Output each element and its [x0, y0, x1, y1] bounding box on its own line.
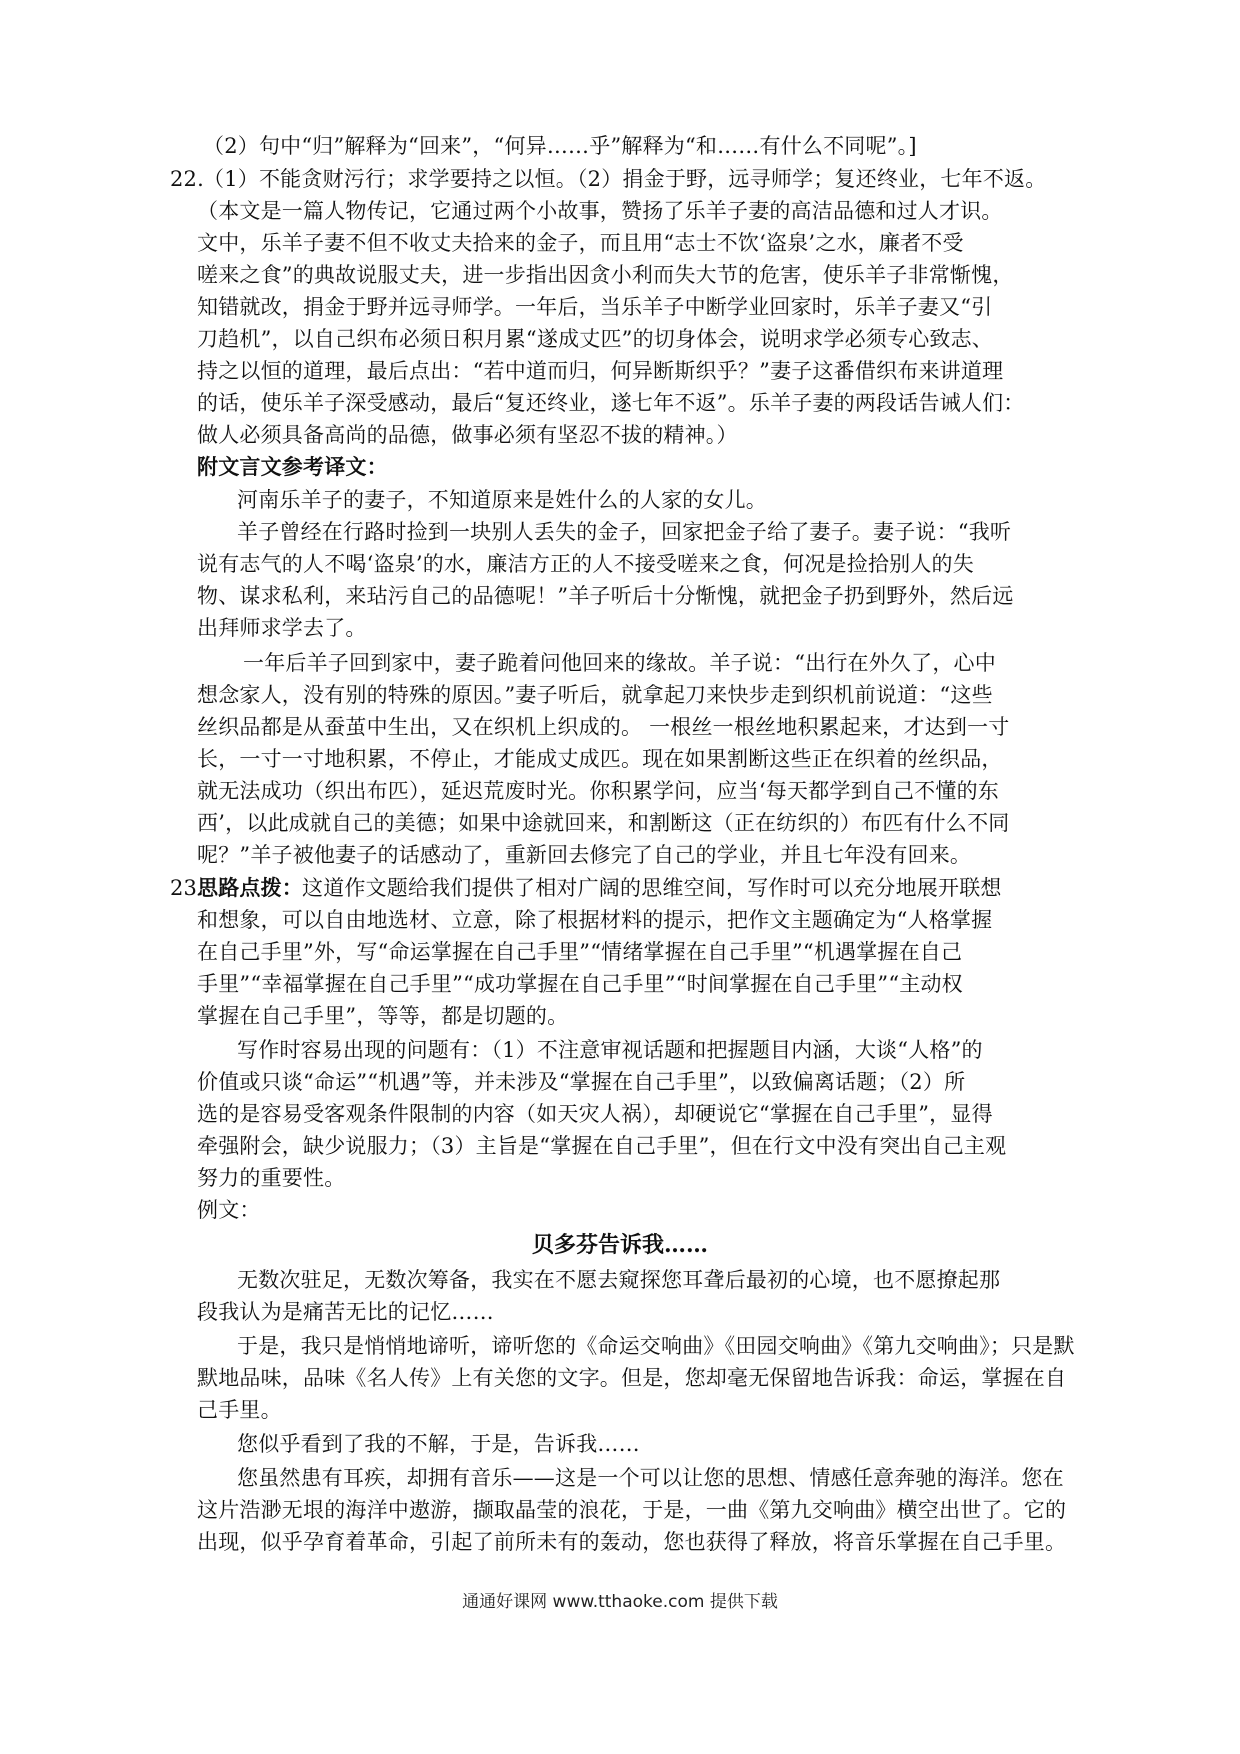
answer-23-line: 选的是容易受客观条件限制的内容（如天灾人祸），却硬说它“掌握在自己手里”，显得	[197, 1102, 993, 1126]
example-label: 例文：	[197, 1198, 261, 1222]
translation-line: 羊子曾经在行路时捡到一块别人丢失的金子，回家把金子给了妻子。妻子说：“我听	[237, 520, 1012, 544]
translation-line: 就无法成功（织出布匹），延迟荒废时光。你积累学问，应当‘每天都学到自己不懂的东	[197, 779, 999, 803]
answer-22-line: 嗟来之食”的典故说服丈夫，进一步指出因贪小利而失大节的危害，使乐羊子非常惭愧，	[197, 263, 1014, 287]
answer-22-line: 做人必须具备高尚的品德，做事必须有坚忍不拔的精神。）	[197, 423, 738, 447]
essay-title: 贝多芬告诉我……	[531, 1232, 708, 1258]
answer-23-line: 手里”“幸福掌握在自己手里”“成功掌握在自己手里”“时间掌握在自己手里”“主动权	[197, 972, 963, 996]
translation-line: 出拜师求学去了。	[197, 616, 367, 640]
answer-23-line: 这道作文题给我们提供了相对广阔的思维空间，写作时可以充分地展开联想	[302, 876, 1002, 900]
answer-23-label: 思路点拨：	[197, 875, 303, 900]
essay-line: 默地品味，品味《名人传》上有关您的文字。但是，您却毫无保留地告诉我：命运，掌握在自	[197, 1366, 1067, 1390]
answer-22-line: （本文是一篇人物传记，它通过两个小故事，赞扬了乐羊子妻的高洁品德和过人才识。	[197, 199, 1003, 223]
essay-line: 您虽然患有耳疾，却拥有音乐——这是一个可以让您的思想、情感任意奔驰的海洋。您在	[237, 1466, 1064, 1490]
translation-heading: 附文言文参考译文：	[197, 454, 388, 479]
answer-22-line: 刀趋机”，以自己织布必须日积月累“遂成丈匹”的切身体会，说明求学必须专心致志、	[197, 327, 994, 351]
translation-line: 长，一寸一寸地积累，不停止，才能成丈成匹。现在如果割断这些正在织着的丝织品，	[197, 747, 1003, 771]
translation-line: 一年后羊子回到家中，妻子跪着问他回来的缘故。羊子说：“出行在外久了，心中	[243, 651, 996, 675]
answer-23-line: 和想象，可以自由地选材、立意，除了根据材料的提示，把作文主题确定为“人格掌握	[197, 908, 993, 932]
essay-line: 于是，我只是悄悄地谛听，谛听您的《命运交响曲》《田园交响曲》《第九交响曲》；只是默	[237, 1334, 1075, 1358]
answer-22-line: （1）不能贪财污行；求学要持之以恒。（2）捐金于野，远寻师学；复还终业，七年不返。	[203, 167, 1047, 191]
answer-23-line: 牵强附会，缺少说服力；（3）主旨是“掌握在自己手里”，但在行文中没有突出自己主观	[197, 1134, 1007, 1158]
question-23-number: 23.	[170, 876, 204, 900]
answer-23-line: 写作时容易出现的问题有：（1）不注意审视话题和把握题目内涵，大谈“人格”的	[237, 1038, 983, 1062]
translation-line: 呢？”羊子被他妻子的话感动了，重新回去修完了自己的学业，并且七年没有回来。	[197, 843, 972, 867]
translation-line: 说有志气的人不喝‘盗泉’的水，廉洁方正的人不接受嗟来之食，何况是捡拾别人的失	[197, 552, 974, 576]
answer-22-line: 的话，使乐羊子深受感动，最后“复还终业，遂七年不返”。乐羊子妻的两段话告诫人们：	[197, 391, 1025, 415]
answer-22-line: 持之以恒的道理，最后点出：“若中道而归，何异断斯织乎？”妻子这番借织布来讲道理	[197, 359, 1004, 383]
answer-23-line: 努力的重要性。	[197, 1166, 346, 1190]
answer-23-line: 价值或只谈“命运”“机遇”等，并未涉及“掌握在自己手里”，以致偏离话题；（2）所	[197, 1070, 966, 1094]
question-22-number: 22.	[170, 167, 204, 191]
answer-22-line: 文中，乐羊子妻不但不收丈夫拾来的金子，而且用“志士不饮‘盗泉’之水，廉者不受	[197, 231, 964, 255]
translation-line: 想念家人，没有别的特殊的原因。”妻子听后，就拿起刀来快步走到织机前说道：“这些	[197, 683, 993, 707]
translation-line: 丝织品都是从蚕茧中生出，又在织机上织成的。 一根丝一根丝地积累起来，才达到一寸	[197, 715, 1010, 739]
translation-line: 物、谋求私利，来玷污自己的品德呢！”羊子听后十分惭愧，就把金子扔到野外，然后远	[197, 584, 1014, 608]
essay-line: 这片浩渺无垠的海洋中遨游，撷取晶莹的浪花，于是，一曲《第九交响曲》横空出世了。它的	[197, 1498, 1067, 1522]
answer-22-line: 知错就改，捐金于野并远寻师学。一年后，当乐羊子中断学业回家时，乐羊子妻又“引	[197, 295, 993, 319]
translation-line: 西’，以此成就自己的美德；如果中途就回来，和割断这（正在纺织的）布匹有什么不同	[197, 811, 1010, 835]
essay-line: 段我认为是痛苦无比的记忆……	[197, 1300, 494, 1324]
answer-23-line: 掌握在自己手里”，等等，都是切题的。	[197, 1004, 569, 1028]
page-footer: 通通好课网 www.tthaoke.com 提供下载	[462, 1592, 778, 1612]
essay-line: 出现，似乎孕育着革命，引起了前所未有的轰动，您也获得了释放，将音乐掌握在自己手里。	[197, 1530, 1067, 1554]
essay-line: 无数次驻足，无数次筹备，我实在不愿去窥探您耳聋后最初的心境，也不愿撩起那	[237, 1268, 1001, 1292]
answer-21-note: （2）句中“归”解释为“回来”，“何异……乎”解释为“和……有什么不同呢”。]	[203, 134, 917, 158]
translation-line: 河南乐羊子的妻子，不知道原来是姓什么的人家的女儿。	[237, 488, 767, 512]
answer-23-line: 在自己手里”外，写“命运掌握在自己手里”“情绪掌握在自己手里”“机遇掌握在自己	[197, 940, 963, 964]
essay-line: 您似乎看到了我的不解，于是，告诉我……	[237, 1432, 640, 1456]
essay-line: 己手里。	[197, 1398, 282, 1422]
